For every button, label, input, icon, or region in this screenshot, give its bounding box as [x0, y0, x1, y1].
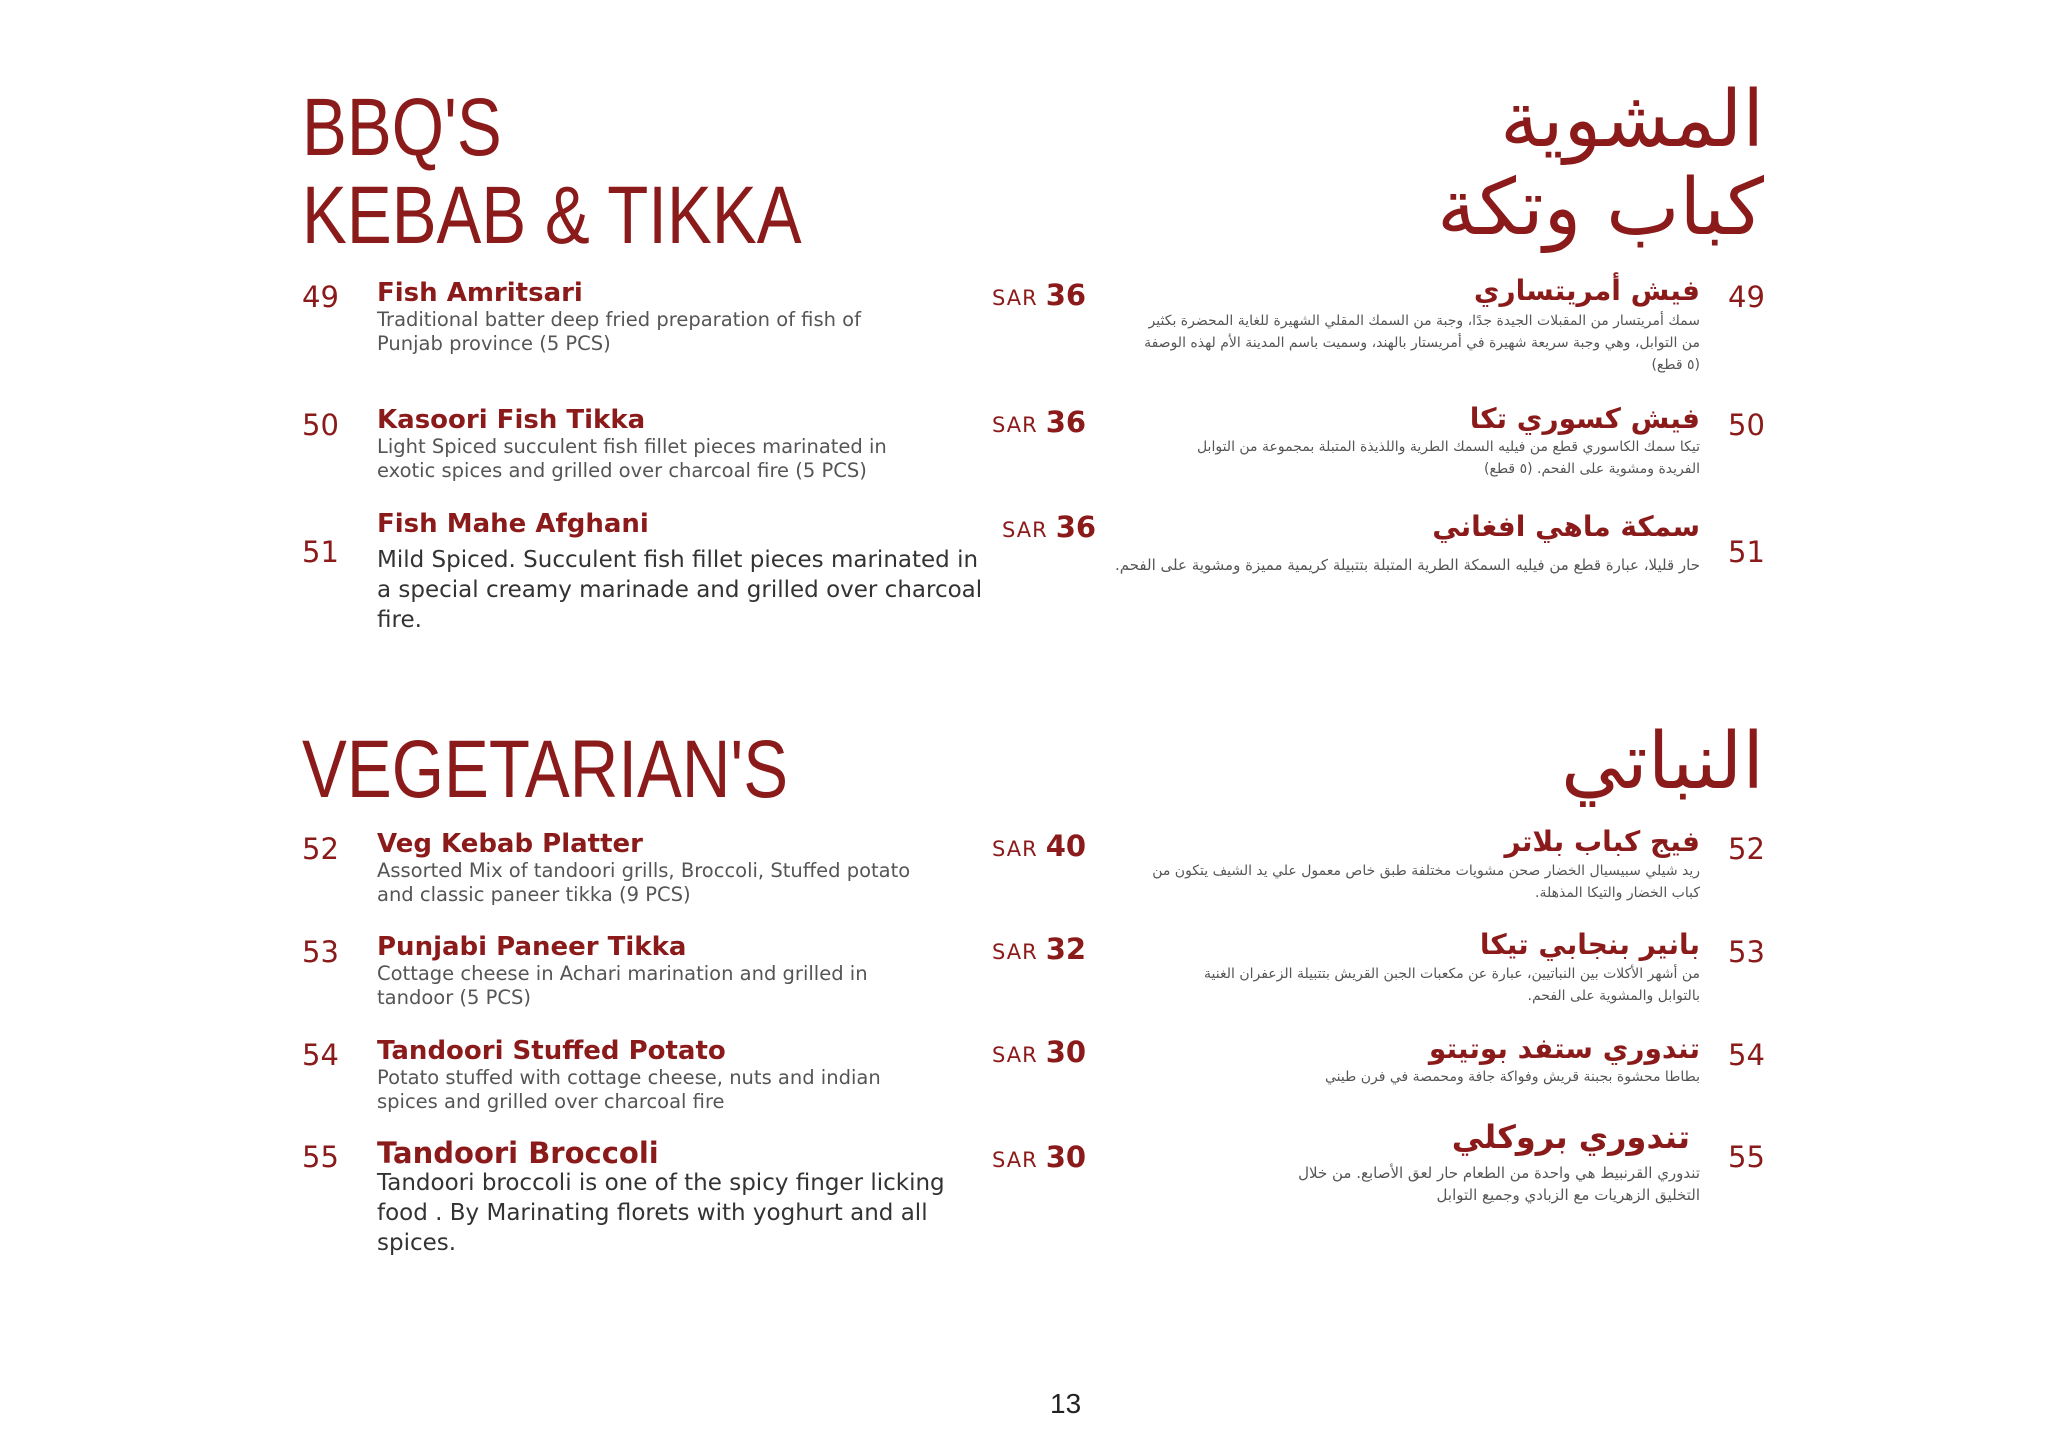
item-description-ar: بطاطا محشوة بجبنة قريش وفواكة جافة ومحمصة في فرن طيني — [1325, 1069, 1700, 1085]
item-price — [992, 405, 1086, 439]
bbq-title-line1: BBQ'S — [302, 82, 502, 173]
item-number: 52 — [302, 832, 339, 866]
item-number: 50 — [302, 408, 339, 442]
veg-title-ar: النباتي — [1561, 717, 1764, 807]
item-number-ar: 54 — [1728, 1038, 1765, 1072]
bbq-title-ar-line2: كباب وتكة — [1437, 163, 1764, 253]
bbq-title-line2: KEBAB & TIKKA — [302, 170, 802, 261]
bbq-title-ar-line1: المشوية — [1500, 75, 1764, 165]
item-name: Tandoori Broccoli — [377, 1136, 659, 1170]
item-description-ar: سمك أمريتسار من المقبلات الجيدة جدًا، وجبة من السمك المقلي الشهيرة للغاية المحضرة بكثير من التوابل، وهي وجبة سريعة شهيرة في أمريستار بالهند، وسميت باسم المدينة الأم لهذه الوصفة (٥ قطع) — [1144, 313, 1700, 373]
item-description: Cottage cheese in Achari marination and grilled in tandoor (5 PCS) — [377, 962, 868, 1009]
item-price — [1002, 510, 1096, 544]
item-name: Fish Amritsari — [377, 278, 583, 308]
item-name-ar: بانير بنجابي تيكا — [1479, 928, 1700, 961]
item-name-ar: تندوري بروكلي — [1451, 1118, 1690, 1156]
currency: SAR — [992, 837, 1038, 861]
currency: SAR — [992, 940, 1038, 964]
currency: SAR — [1002, 518, 1048, 542]
item-number-ar: 49 — [1728, 280, 1765, 314]
item-description: Light Spiced succulent fish fillet pieces marinated in exotic spices and grilled over charcoal fire (5 PCS) — [377, 435, 887, 482]
page-number: 13 — [1050, 1388, 1082, 1419]
item-description-ar: تندوري القرنبيط هي واحدة من الطعام حار لعق الأصابع. من خلال التخليق الزهريات مع الزبادي وجميع التوابل — [1298, 1164, 1700, 1204]
item-number-ar: 52 — [1728, 832, 1765, 866]
item-description: Traditional batter deep fried preparation of fish of Punjab province (5 PCS) — [377, 308, 861, 355]
item-name: Kasoori Fish Tikka — [377, 405, 646, 435]
item-description-ar: ريد شيلي سبيسيال الخضار صحن مشويات مختلفة طبق خاص معمول علي يد الشيف يتكون من كباب الخضار والتيكا المذهلة. — [1152, 863, 1700, 901]
item-description-ar: حار قليلا، عبارة قطع من فيليه السمكة الطرية المتبلة بتتبيلة كريمية مميزة ومشوية على الفحم. — [1115, 556, 1700, 574]
item-price — [992, 829, 1086, 863]
item-number-ar: 53 — [1728, 935, 1765, 969]
item-name-ar: فيش أمريتساري — [1473, 274, 1700, 307]
currency: SAR — [992, 413, 1038, 437]
price-value: 30 — [1045, 1140, 1087, 1174]
item-name-ar: تندوري ستفد بوتيتو — [1428, 1032, 1700, 1065]
price-value: 36 — [1045, 278, 1087, 312]
currency: SAR — [992, 1043, 1038, 1067]
veg-title: VEGETARIAN'S — [302, 724, 789, 815]
item-name-ar: فيج كباب بلاتر — [1504, 825, 1700, 858]
currency: SAR — [992, 1148, 1038, 1172]
price-value: 36 — [1045, 405, 1087, 439]
item-name-ar: فيش كسوري تكا — [1469, 402, 1700, 435]
item-number-ar: 50 — [1728, 408, 1765, 442]
item-name: Veg Kebab Platter — [377, 829, 643, 859]
item-number: 49 — [302, 280, 339, 314]
price-value: 40 — [1045, 829, 1087, 863]
item-number: 51 — [302, 535, 339, 569]
item-name: Fish Mahe Afghani — [377, 509, 649, 539]
item-description: Potato stuffed with cottage cheese, nuts and indian spices and grilled over charcoal fire — [377, 1066, 881, 1113]
item-description: Assorted Mix of tandoori grills, Broccoli, Stuffed potato and classic paneer tikka (9 PCS) — [377, 859, 911, 906]
price-value: 32 — [1045, 932, 1087, 966]
item-number: 53 — [302, 935, 339, 969]
currency: SAR — [992, 286, 1038, 310]
item-number-ar: 51 — [1728, 535, 1765, 569]
item-name: Punjabi Paneer Tikka — [377, 932, 687, 962]
item-description: Tandoori broccoli is one of the spicy finger licking food . By Marinating florets with yoghurt and all spices. — [377, 1170, 945, 1256]
item-description-ar: من أشهر الأكلات بين النباتيين، عبارة عن مكعبات الجبن القريش بتتبيلة الزعفران الغنية بالتوابل والمشوية على الفحم. — [1204, 966, 1700, 1004]
item-number-ar: 55 — [1728, 1140, 1765, 1174]
item-description-ar: تيكا سمك الكاسوري قطع من فيليه السمك الطرية واللذيذة المتبلة بمجموعة من التوابل الفريدة ومشوية على الفحم. (٥ قطع) — [1196, 439, 1700, 477]
item-name-ar: سمكة ماهي افغاني — [1432, 510, 1700, 543]
price-value: 30 — [1045, 1035, 1087, 1069]
item-price — [992, 1035, 1086, 1069]
item-number: 55 — [302, 1140, 339, 1174]
item-price — [992, 932, 1086, 966]
item-price — [992, 1140, 1086, 1174]
item-price — [992, 278, 1086, 312]
item-number: 54 — [302, 1038, 339, 1072]
item-description: Mild Spiced. Succulent fish fillet pieces marinated in a special creamy marinade and grilled over charcoal fire. — [377, 547, 983, 633]
item-name: Tandoori Stuffed Potato — [377, 1036, 726, 1066]
price-value: 36 — [1055, 510, 1097, 544]
